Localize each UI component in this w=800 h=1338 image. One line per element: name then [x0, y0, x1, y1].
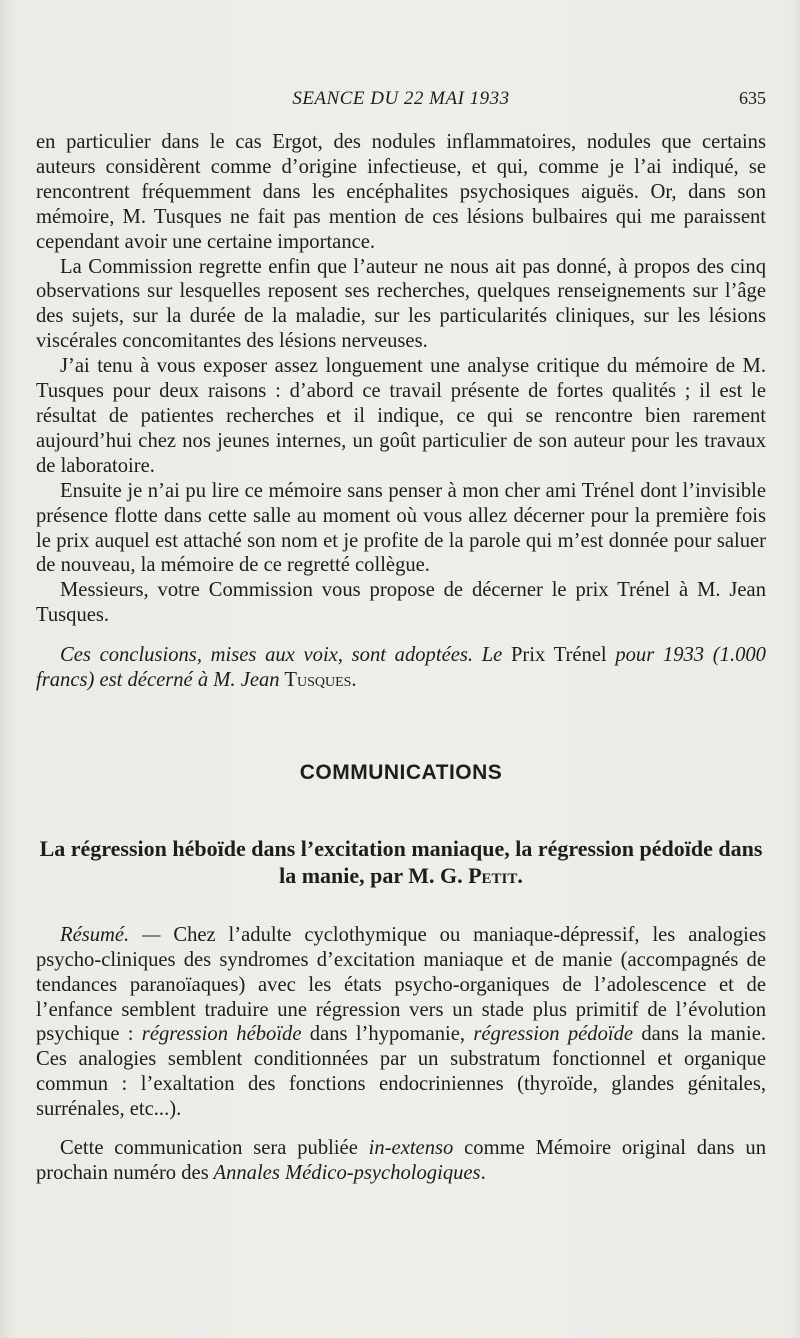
- article-title-end: .: [517, 862, 523, 888]
- abstract-label: Résumé. —: [60, 923, 161, 946]
- journal-name: Annales Médico-psychologiques: [208, 1162, 481, 1184]
- abstract-text-2: dans l’hypomanie,: [301, 1023, 466, 1046]
- conclusion-paragraph: [36, 643, 766, 693]
- abstract-text-1: Chez l’adulte cyclothymique ou maniaque-dépressif, les analogies psycho-cliniques des syndromes d’excitation maniaque et de manie (accompagnés de tendances paranoïaques) avec les états psycho-organiques de l’adolescence et de l’enfance semblent traduire une régression vers un stade plus primitif de l’évolution psychique :: [36, 923, 767, 1046]
- abstract-term-2: régression pédoïde: [465, 1023, 634, 1046]
- page-number: 635: [739, 88, 766, 108]
- page-content: [36, 130, 766, 1186]
- publication-end: .: [480, 1162, 486, 1184]
- article-title: [36, 835, 766, 889]
- publication-note: [36, 1136, 766, 1186]
- publication-term: in-extenso: [357, 1137, 454, 1160]
- article-title-text: La régression héboïde dans l’excitation maniaque, la régression pédoïde dans la manie, par M. G.: [39, 835, 763, 888]
- paragraph-1: en particulier dans le cas Ergot, des nodules inflammatoires, nodules que certains auteurs considèrent comme d’origine infectieuse, et qui, comme je l’ai indiqué, se rencontrent fréquemment dans les encéphalites psychosiques aiguës. Or, dans son mémoire, M. Tusques ne fait pas mention de ces lésions bulbaires qui me paraissent cependant avoir une certaine importance.: [36, 131, 766, 253]
- paragraph-4: Ensuite je n’ai pu lire ce mémoire sans penser à mon cher ami Trénel dont l’invisible présence flotte dans cette salle au moment où vous allez décerner pour la première fois le prix auquel est attaché son nom et je profite de la parole qui m’est donnée pour saluer de nouveau, la mémoire de ce regretté collègue.: [36, 479, 766, 577]
- abstract-paragraph: [36, 923, 766, 1122]
- laureate-surname: Tusques: [279, 669, 352, 692]
- paragraph-2: La Commission regrette enfin que l’auteur ne nous ait pas donné, à propos des cinq observations sur lesquelles reposent ses recherches, quelques renseignements sur l’âge des sujets, sur la durée de la maladie, sur les particularités cliniques, sur les lésions viscérales concomitantes des lésions nerveuses.: [36, 255, 766, 353]
- prize-name: Prix Trénel: [502, 644, 616, 667]
- paragraph-5: Messieurs, votre Commission vous propose de décerner le prix Trénel à M. Jean Tusques.: [36, 579, 766, 627]
- abstract-term-1: régression héboïde: [133, 1023, 302, 1046]
- abstract-text-3: dans la manie. Ces analogies semblent conditionnées par un substratum fonctionnel et organique commun : l’exaltation des fonctions endocriniennes (thyroïde, glandes génitales, surrénales, etc...).: [36, 1023, 766, 1121]
- conclusion-italic-2: pour 1933 (1.000 francs) est décerné à M. Jean: [36, 644, 766, 692]
- publication-text-2: comme Mémoire original dans un prochain numéro des: [36, 1137, 766, 1184]
- running-header: [36, 86, 766, 114]
- section-heading: COMMUNICATIONS: [299, 760, 503, 784]
- paragraph-3: J’ai tenu à vous exposer assez longuement une analyse critique du mémoire de M. Tusques pour deux raisons : d’abord ce travail présente de fortes qualités ; il est le résultat de patientes recherches et il indique, ce qui se rencontre bien rarement aujourd’hui chez nos jeunes internes, un goût particulier de son auteur pour les travaux de laboratoire.: [36, 355, 766, 477]
- conclusion-italic-1: Ces conclusions, mises aux voix, sont adoptées. Le: [60, 644, 503, 667]
- author-surname: Petit: [462, 862, 518, 888]
- conclusion-end: .: [351, 669, 357, 692]
- running-title: SEANCE DU 22 MAI 1933: [292, 88, 510, 109]
- publication-text-1: Cette communication sera publiée: [60, 1137, 358, 1160]
